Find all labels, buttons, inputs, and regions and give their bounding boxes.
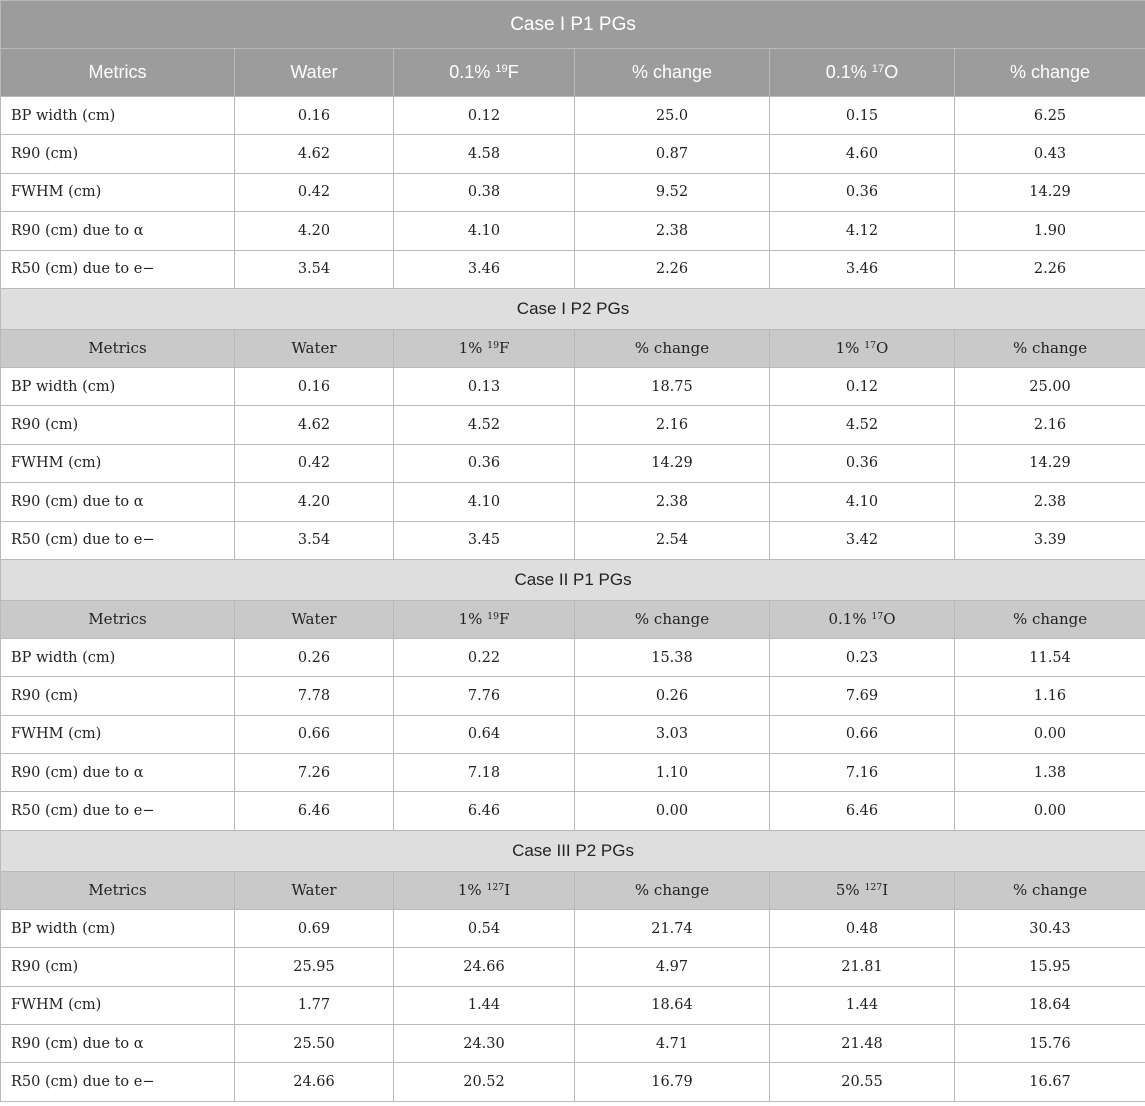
section-case-ii-p1-pgs: [1, 559, 1145, 638]
section-title: Case III P2 PGs: [1, 830, 1145, 871]
value-cell: 14.29: [955, 173, 1145, 211]
table-row: [1, 1063, 1145, 1101]
element-symbol: O: [884, 62, 899, 82]
value-cell: 15.38: [575, 638, 770, 676]
value-cell: 0.26: [235, 638, 394, 676]
section-data: [1, 367, 1145, 559]
value-cell: 3.42: [770, 521, 955, 559]
value-cell: 6.46: [235, 792, 394, 830]
value-cell: 1.16: [955, 677, 1145, 715]
table-row: [1, 406, 1145, 444]
metric-cell: BP width (cm): [1, 97, 235, 135]
column-header: % change: [575, 871, 770, 909]
header-prefix: 5%: [835, 881, 865, 900]
table-row: [1, 97, 1145, 135]
value-cell: 18.64: [955, 986, 1145, 1024]
element-symbol: F: [499, 610, 510, 629]
value-cell: 3.45: [394, 521, 575, 559]
column-header: Metrics: [1, 329, 235, 367]
element-symbol: O: [876, 339, 889, 358]
isotope-mass-number: 127: [486, 882, 505, 894]
section-case-i-p1-pgs: [1, 1, 1145, 97]
table-row: [1, 948, 1145, 986]
value-cell: 0.42: [235, 444, 394, 482]
metric-cell: R90 (cm) due to α: [1, 212, 235, 250]
value-cell: 0.12: [770, 367, 955, 405]
value-cell: 7.16: [770, 754, 955, 792]
column-header: [770, 600, 955, 638]
table-row: [1, 715, 1145, 753]
column-header: % change: [575, 329, 770, 367]
value-cell: 4.71: [575, 1025, 770, 1063]
column-header: Water: [235, 871, 394, 909]
metric-cell: R90 (cm): [1, 677, 235, 715]
value-cell: 21.74: [575, 909, 770, 947]
value-cell: 20.55: [770, 1063, 955, 1101]
metric-cell: BP width (cm): [1, 909, 235, 947]
value-cell: 0.22: [394, 638, 575, 676]
value-cell: 2.54: [575, 521, 770, 559]
value-cell: 0.66: [235, 715, 394, 753]
header-prefix: 0.1%: [828, 610, 872, 629]
value-cell: 24.66: [394, 948, 575, 986]
section-title-row: [1, 1, 1145, 49]
column-header: [394, 600, 575, 638]
value-cell: 0.13: [394, 367, 575, 405]
value-cell: 0.00: [575, 792, 770, 830]
value-cell: 25.00: [955, 367, 1145, 405]
value-cell: 0.38: [394, 173, 575, 211]
value-cell: 4.62: [235, 135, 394, 173]
value-cell: 3.46: [770, 250, 955, 288]
metric-cell: R90 (cm) due to α: [1, 754, 235, 792]
value-cell: 7.78: [235, 677, 394, 715]
section-case-iii-p2-pgs: [1, 830, 1145, 909]
isotope-mass-number: 17: [871, 611, 884, 623]
value-cell: 0.36: [770, 173, 955, 211]
table-row: [1, 986, 1145, 1024]
value-cell: 0.16: [235, 97, 394, 135]
column-header: Metrics: [1, 600, 235, 638]
value-cell: 3.54: [235, 250, 394, 288]
value-cell: 0.69: [235, 909, 394, 947]
value-cell: 4.60: [770, 135, 955, 173]
value-cell: 4.62: [235, 406, 394, 444]
element-symbol: F: [499, 339, 510, 358]
value-cell: 0.23: [770, 638, 955, 676]
section-title-row: [1, 288, 1145, 329]
isotope-mass-number: 19: [487, 611, 499, 623]
value-cell: 1.38: [955, 754, 1145, 792]
value-cell: 14.29: [575, 444, 770, 482]
header-prefix: 1%: [458, 610, 488, 629]
value-cell: 4.20: [235, 483, 394, 521]
element-symbol: O: [883, 610, 896, 629]
column-header: % change: [955, 871, 1145, 909]
column-header: Water: [235, 49, 394, 97]
column-header-row: [1, 871, 1145, 909]
table-row: [1, 677, 1145, 715]
value-cell: 0.42: [235, 173, 394, 211]
value-cell: 0.15: [770, 97, 955, 135]
column-header: [394, 871, 575, 909]
value-cell: 2.16: [955, 406, 1145, 444]
table-row: [1, 250, 1145, 288]
section-title-row: [1, 830, 1145, 871]
value-cell: 25.50: [235, 1025, 394, 1063]
value-cell: 4.58: [394, 135, 575, 173]
column-header: % change: [955, 600, 1145, 638]
value-cell: 1.77: [235, 986, 394, 1024]
value-cell: 0.87: [575, 135, 770, 173]
value-cell: 4.10: [394, 212, 575, 250]
column-header: % change: [955, 49, 1145, 97]
element-symbol: I: [882, 881, 889, 900]
column-header: [770, 49, 955, 97]
value-cell: 20.52: [394, 1063, 575, 1101]
metric-cell: FWHM (cm): [1, 715, 235, 753]
value-cell: 6.46: [770, 792, 955, 830]
column-header: Metrics: [1, 49, 235, 97]
table-row: [1, 212, 1145, 250]
value-cell: 4.10: [770, 483, 955, 521]
metric-cell: R50 (cm) due to e−: [1, 1063, 235, 1101]
value-cell: 0.26: [575, 677, 770, 715]
metric-cell: R90 (cm): [1, 948, 235, 986]
metric-cell: BP width (cm): [1, 638, 235, 676]
value-cell: 15.76: [955, 1025, 1145, 1063]
value-cell: 1.44: [770, 986, 955, 1024]
value-cell: 0.12: [394, 97, 575, 135]
value-cell: 0.00: [955, 715, 1145, 753]
value-cell: 2.26: [955, 250, 1145, 288]
value-cell: 0.48: [770, 909, 955, 947]
table-row: [1, 909, 1145, 947]
isotope-mass-number: 17: [864, 340, 877, 352]
value-cell: 3.03: [575, 715, 770, 753]
value-cell: 25.95: [235, 948, 394, 986]
value-cell: 16.79: [575, 1063, 770, 1101]
section-title: Case I P1 PGs: [1, 1, 1145, 49]
header-prefix: 1%: [458, 339, 488, 358]
table-row: [1, 444, 1145, 482]
column-header: Water: [235, 329, 394, 367]
value-cell: 0.66: [770, 715, 955, 753]
value-cell: 4.97: [575, 948, 770, 986]
isotope-mass-number: 19: [495, 62, 508, 75]
header-prefix: 0.1%: [449, 62, 496, 82]
isotope-mass-number: 127: [864, 882, 883, 894]
section-data: [1, 638, 1145, 830]
value-cell: 4.20: [235, 212, 394, 250]
value-cell: 1.10: [575, 754, 770, 792]
header-prefix: 0.1%: [825, 62, 872, 82]
value-cell: 6.25: [955, 97, 1145, 135]
value-cell: 0.36: [394, 444, 575, 482]
table-row: [1, 521, 1145, 559]
value-cell: 16.67: [955, 1063, 1145, 1101]
value-cell: 11.54: [955, 638, 1145, 676]
value-cell: 7.18: [394, 754, 575, 792]
value-cell: 24.66: [235, 1063, 394, 1101]
value-cell: 3.54: [235, 521, 394, 559]
value-cell: 18.64: [575, 986, 770, 1024]
value-cell: 0.16: [235, 367, 394, 405]
value-cell: 21.48: [770, 1025, 955, 1063]
section-title: Case I P2 PGs: [1, 288, 1145, 329]
section-case-i-p2-pgs: [1, 288, 1145, 367]
table-row: [1, 638, 1145, 676]
table-row: [1, 1025, 1145, 1063]
isotope-mass-number: 19: [487, 340, 499, 352]
table-row: [1, 135, 1145, 173]
metric-cell: R90 (cm): [1, 135, 235, 173]
value-cell: 15.95: [955, 948, 1145, 986]
value-cell: 0.43: [955, 135, 1145, 173]
value-cell: 24.30: [394, 1025, 575, 1063]
value-cell: 2.38: [575, 483, 770, 521]
metric-cell: FWHM (cm): [1, 173, 235, 211]
header-prefix: 1%: [457, 881, 487, 900]
metric-cell: BP width (cm): [1, 367, 235, 405]
value-cell: 2.38: [575, 212, 770, 250]
value-cell: 6.46: [394, 792, 575, 830]
element-symbol: I: [504, 881, 511, 900]
column-header-row: [1, 49, 1145, 97]
column-header: [770, 871, 955, 909]
table-row: [1, 483, 1145, 521]
section-title-row: [1, 559, 1145, 600]
metric-cell: R90 (cm) due to α: [1, 483, 235, 521]
column-header: % change: [575, 49, 770, 97]
value-cell: 21.81: [770, 948, 955, 986]
column-header: [394, 329, 575, 367]
value-cell: 0.54: [394, 909, 575, 947]
table-row: [1, 754, 1145, 792]
value-cell: 7.76: [394, 677, 575, 715]
value-cell: 4.12: [770, 212, 955, 250]
metric-cell: R50 (cm) due to e−: [1, 792, 235, 830]
column-header: Metrics: [1, 871, 235, 909]
table-row: [1, 367, 1145, 405]
section-data: [1, 97, 1145, 289]
value-cell: 7.69: [770, 677, 955, 715]
value-cell: 4.10: [394, 483, 575, 521]
value-cell: 2.26: [575, 250, 770, 288]
column-header: % change: [575, 600, 770, 638]
column-header: [394, 49, 575, 97]
value-cell: 30.43: [955, 909, 1145, 947]
column-header-row: [1, 329, 1145, 367]
header-prefix: 1%: [835, 339, 865, 358]
value-cell: 0.64: [394, 715, 575, 753]
section-data: [1, 909, 1145, 1101]
metric-cell: FWHM (cm): [1, 444, 235, 482]
value-cell: 3.46: [394, 250, 575, 288]
value-cell: 1.44: [394, 986, 575, 1024]
column-header: Water: [235, 600, 394, 638]
table-row: [1, 173, 1145, 211]
section-title: Case II P1 PGs: [1, 559, 1145, 600]
table-row: [1, 792, 1145, 830]
isotope-mass-number: 17: [871, 62, 885, 75]
value-cell: 7.26: [235, 754, 394, 792]
value-cell: 2.38: [955, 483, 1145, 521]
metric-cell: R90 (cm) due to α: [1, 1025, 235, 1063]
value-cell: 1.90: [955, 212, 1145, 250]
value-cell: 2.16: [575, 406, 770, 444]
column-header: [770, 329, 955, 367]
column-header: % change: [955, 329, 1145, 367]
value-cell: 9.52: [575, 173, 770, 211]
value-cell: 4.52: [770, 406, 955, 444]
column-header-row: [1, 600, 1145, 638]
value-cell: 3.39: [955, 521, 1145, 559]
metric-cell: R50 (cm) due to e−: [1, 250, 235, 288]
value-cell: 18.75: [575, 367, 770, 405]
value-cell: 0.36: [770, 444, 955, 482]
metric-cell: R90 (cm): [1, 406, 235, 444]
value-cell: 14.29: [955, 444, 1145, 482]
metric-cell: FWHM (cm): [1, 986, 235, 1024]
value-cell: 25.0: [575, 97, 770, 135]
metric-cell: R50 (cm) due to e−: [1, 521, 235, 559]
element-symbol: F: [507, 62, 519, 82]
value-cell: 0.00: [955, 792, 1145, 830]
value-cell: 4.52: [394, 406, 575, 444]
